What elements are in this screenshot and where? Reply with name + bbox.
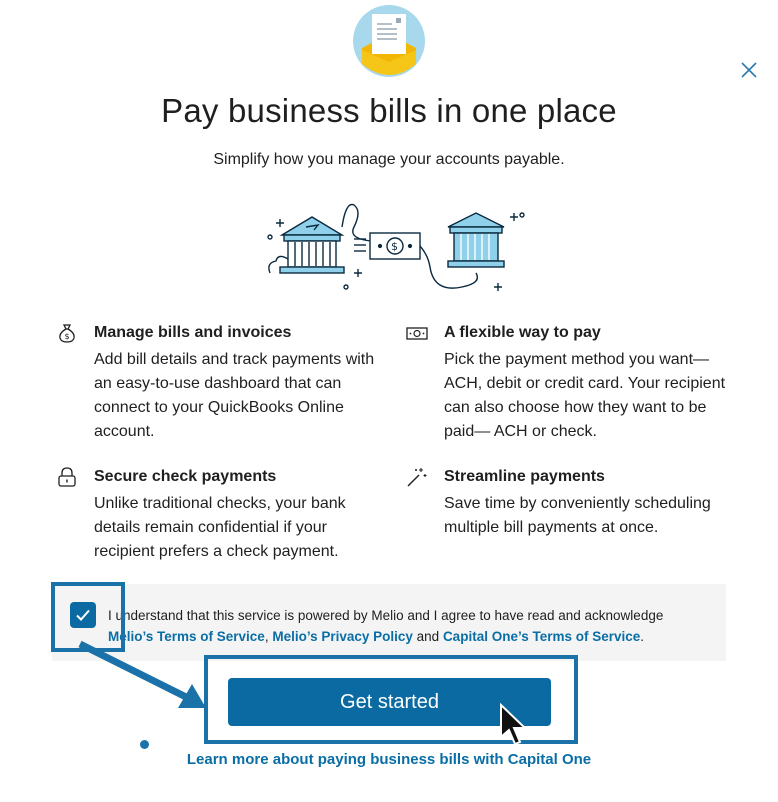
decorative-dot <box>140 740 149 749</box>
capital-one-terms-link[interactable]: Capital One’s Terms of Service <box>442 629 641 644</box>
magic-wand-icon <box>406 466 428 488</box>
feature-title: Streamline payments <box>444 468 605 485</box>
feature-flexible-pay <box>406 322 726 442</box>
feature-title: Manage bills and invoices <box>94 324 292 341</box>
bank-transfer-illustration <box>262 197 532 295</box>
svg-text:$: $ <box>391 240 398 253</box>
consent-separator: , <box>264 629 273 644</box>
svg-text:$: $ <box>64 332 70 341</box>
consent-period: . <box>640 629 645 644</box>
checkbox-highlight-frame <box>51 582 125 652</box>
feature-title: A flexible way to pay <box>444 324 601 341</box>
lock-icon <box>56 466 78 488</box>
feature-description: Unlike traditional checks, your bank details remain confidential if your recipient prefers a check payment. <box>94 495 346 560</box>
modal-subtitle: Simplify how you manage your accounts payable. <box>213 151 565 168</box>
feature-title: Secure check payments <box>94 468 277 485</box>
feature-streamline <box>406 466 711 538</box>
consent-statement: I understand that this service is powered by Melio and I agree to have read and acknowledge <box>108 608 664 623</box>
feature-description: Save time by conveniently scheduling multiple bill payments at once. <box>444 495 711 536</box>
close-button[interactable] <box>736 57 762 83</box>
melio-privacy-link[interactable]: Melio’s Privacy Policy <box>272 629 413 644</box>
learn-more-link[interactable]: Learn more about paying business bills with Capital One <box>186 751 592 768</box>
modal-title: Pay business bills in one place <box>161 92 617 129</box>
close-icon <box>736 57 762 83</box>
bill-envelope-icon <box>352 4 426 78</box>
get-started-button[interactable]: Get started <box>228 678 551 726</box>
bill-cash-icon <box>406 322 428 344</box>
feature-description: Add bill details and track payments with an easy-to-use dashboard that can connect to your QuickBooks Online account. <box>94 351 375 440</box>
feature-description: Pick the payment method you want— ACH, debit or credit card. Your recipient can also choose how they want to be paid— ACH or check. <box>444 351 726 440</box>
feature-manage-bills <box>56 322 375 442</box>
money-bag-icon <box>56 322 78 344</box>
melio-terms-link[interactable]: Melio’s Terms of Service <box>108 629 265 644</box>
consent-text <box>108 605 708 647</box>
consent-separator: and <box>412 629 443 644</box>
feature-secure-checks <box>56 466 356 562</box>
